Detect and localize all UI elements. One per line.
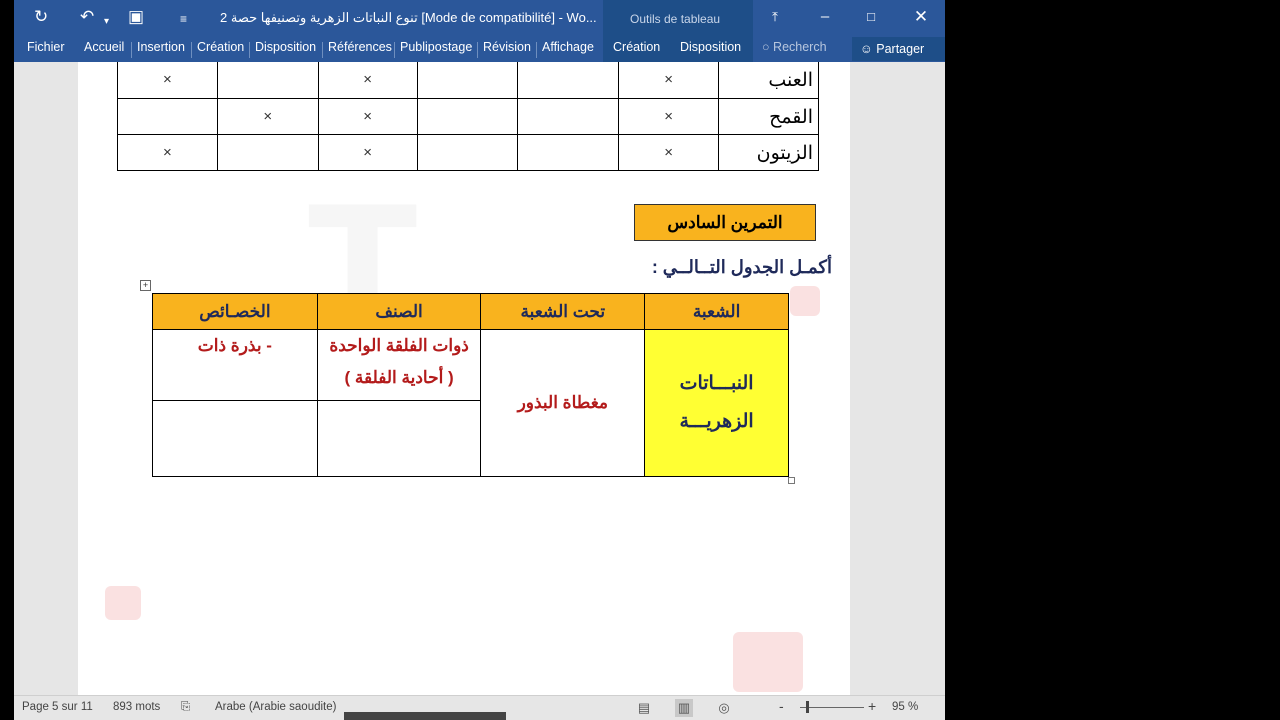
table-row <box>118 99 819 135</box>
class-cell[interactable] <box>317 330 481 401</box>
page-count[interactable]: Page 5 sur 11 <box>22 701 93 713</box>
watermark-logo <box>105 586 141 620</box>
table-cell[interactable]: × <box>619 135 719 171</box>
zoom-slider-handle[interactable] <box>806 701 809 713</box>
table-row <box>153 330 789 401</box>
read-mode-icon[interactable]: ▤ <box>637 700 651 715</box>
main-table <box>152 293 789 477</box>
row-label[interactable]: الزيتون <box>719 135 819 171</box>
zoom-in-button[interactable]: + <box>868 698 877 714</box>
zoom-level[interactable]: 95 % <box>892 701 919 713</box>
characteristics-cell[interactable]: - بذرة ذات <box>153 330 318 401</box>
table-row <box>118 135 819 171</box>
tab-table-disposition[interactable]: Disposition <box>680 40 742 54</box>
undo-icon[interactable]: ↶ <box>80 7 95 26</box>
status-bar <box>14 695 945 720</box>
row-label[interactable]: العنب <box>719 62 819 99</box>
watermark-logo <box>733 632 803 692</box>
division-cell[interactable] <box>645 330 789 477</box>
tab-disposition[interactable]: Disposition <box>255 40 317 54</box>
document-title: تنوع النباتات الزهرية وتصنيفها حصة 2 [Mode de compatibilité] - Wo... <box>220 10 597 25</box>
document-page[interactable] <box>78 62 850 695</box>
top-table <box>117 62 819 171</box>
table-cell[interactable] <box>518 135 619 171</box>
exercise-title[interactable]: التمرين السادس <box>634 204 816 241</box>
table-cell[interactable]: × <box>619 99 719 135</box>
table-resize-handle[interactable] <box>788 477 795 484</box>
division-line-2: الزهريـــة <box>679 411 754 432</box>
lightbulb-icon: ○ <box>762 40 770 54</box>
table-cell[interactable]: × <box>118 135 218 171</box>
class-line-1: ذوات الفلقة الواحدة <box>329 336 469 355</box>
undo-dropdown-icon[interactable]: ▾ <box>104 16 110 27</box>
ribbon-display-icon[interactable]: ⤒ <box>772 9 778 24</box>
header-division[interactable]: الشعبة <box>645 294 789 330</box>
table-cell[interactable] <box>518 62 619 99</box>
table-row <box>118 62 819 99</box>
close-icon[interactable]: ✕ <box>913 7 929 26</box>
table-cell[interactable] <box>417 99 518 135</box>
table-cell[interactable]: × <box>619 62 719 99</box>
tell-me-search[interactable] <box>762 40 827 54</box>
share-label: Partager <box>876 42 925 56</box>
header-characteristics[interactable]: الخصـائص <box>153 294 318 330</box>
print-layout-icon[interactable]: ▥ <box>675 699 693 717</box>
search-placeholder: Recherch <box>773 40 827 54</box>
customize-icon[interactable]: ≡ <box>180 12 188 26</box>
table-cell[interactable]: × <box>318 135 417 171</box>
empty-cell[interactable] <box>153 401 318 477</box>
instruction-text[interactable]: أكمـل الجدول التــالــي : <box>651 257 832 277</box>
table-cell[interactable] <box>118 99 218 135</box>
header-subdivision[interactable]: تحت الشعبة <box>481 294 645 330</box>
class-line-2: ( أحادية الفلقة ) <box>344 368 454 387</box>
share-button[interactable] <box>852 37 945 61</box>
table-cell[interactable]: × <box>217 99 318 135</box>
table-cell[interactable] <box>417 135 518 171</box>
horizontal-scrollbar[interactable] <box>344 712 506 720</box>
web-layout-icon[interactable]: ◎ <box>718 700 730 715</box>
row-label[interactable]: القمح <box>719 99 819 135</box>
proofing-icon[interactable]: ⎘ <box>181 701 191 713</box>
table-cell[interactable] <box>417 62 518 99</box>
zoom-slider[interactable] <box>800 707 864 708</box>
empty-cell[interactable] <box>317 401 481 477</box>
word-count[interactable]: 893 mots <box>113 701 161 713</box>
tab-insertion[interactable]: Insertion <box>137 40 185 54</box>
table-cell[interactable] <box>217 135 318 171</box>
word-window <box>14 0 945 720</box>
tab-affichage[interactable]: Affichage <box>542 40 594 54</box>
table-move-handle[interactable]: + <box>140 280 151 291</box>
save-icon[interactable]: ▣ <box>128 7 145 26</box>
watermark-logo <box>790 286 820 316</box>
table-cell[interactable]: × <box>118 62 218 99</box>
language-indicator[interactable]: Arabe (Arabie saoudite) <box>215 701 337 713</box>
maximize-icon[interactable]: □ <box>867 9 875 24</box>
table-cell[interactable]: × <box>318 62 417 99</box>
zoom-out-button[interactable]: - <box>779 698 784 714</box>
tab-references[interactable]: Références <box>328 40 392 54</box>
minimize-icon[interactable]: – <box>820 8 830 25</box>
table-header-row <box>153 294 789 330</box>
tab-revision[interactable]: Révision <box>483 40 531 54</box>
table-cell[interactable]: × <box>318 99 417 135</box>
table-tools-title: Outils de tableau <box>630 12 721 26</box>
tab-accueil[interactable]: Accueil <box>84 40 125 54</box>
table-cell[interactable] <box>518 99 619 135</box>
person-icon: ☺ <box>860 42 873 56</box>
division-line-1: النبـــاتات <box>679 373 754 394</box>
tab-creation[interactable]: Création <box>197 40 245 54</box>
tab-fichier[interactable]: Fichier <box>27 40 65 54</box>
tab-table-creation[interactable]: Création <box>613 40 661 54</box>
document-area <box>14 62 945 695</box>
table-cell[interactable] <box>217 62 318 99</box>
tab-publipostage[interactable]: Publipostage <box>400 40 473 54</box>
refresh-icon[interactable]: ↻ <box>34 7 49 26</box>
header-class[interactable]: الصنف <box>317 294 481 330</box>
subdivision-cell[interactable]: مغطاة البذور <box>481 330 645 477</box>
